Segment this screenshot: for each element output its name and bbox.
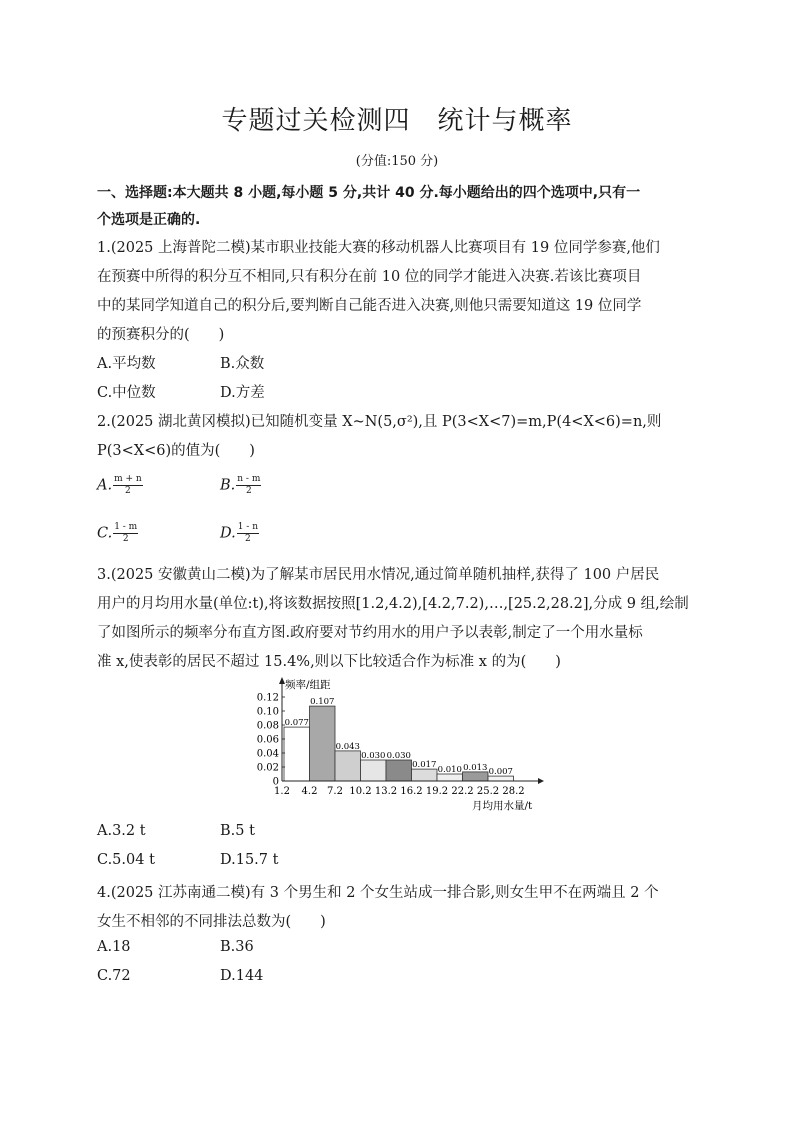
q3-option-a[interactable]: A.3.2 t (97, 823, 146, 839)
histogram-bar (412, 769, 438, 781)
q1-option-c[interactable]: C.中位数 (97, 385, 156, 401)
q2-option-c-fraction (113, 522, 138, 545)
q2-option-c-denominator: 2 (122, 534, 129, 544)
histogram-bar (361, 760, 387, 781)
q3-line3: 了如图所示的频率分布直方图.政府要对节约用水的用户予以表彰,制定了一个用水量标 (97, 625, 643, 641)
x-tick-label: 22.2 (451, 786, 474, 797)
frequency-histogram (250, 672, 550, 817)
x-tick-label: 25.2 (476, 786, 500, 797)
bar-value-label: 0.043 (335, 741, 360, 752)
q3-line1: 3.(2025 安徽黄山二模)为了解某市居民用水情况,通过简单随机抽样,获得了 100 户居民 (97, 567, 660, 583)
q2-option-c[interactable] (97, 522, 138, 545)
q4-line1: 4.(2025 江苏南通二模)有 3 个男生和 2 个女生站成一排合影,则女生甲不在两端且 2 个 (97, 885, 659, 901)
q2-option-d-numerator: 1 - n (237, 522, 259, 532)
q2-option-b[interactable] (220, 474, 261, 497)
x-tick-label: 4.2 (301, 786, 318, 797)
q2-option-d[interactable] (220, 522, 259, 545)
bar-value-label: 0.017 (412, 760, 437, 771)
y-tick-label: 0.06 (256, 734, 279, 746)
q3-line4: 准 x,使表彰的居民不超过 15.4%,则以下比较适合作为标准 x 的为( ) (97, 654, 561, 670)
x-axis-label: 月均用水量/t (472, 800, 533, 812)
histogram-bar (437, 774, 463, 781)
y-tick-label: 0.10 (256, 706, 279, 718)
q2-line1: 2.(2025 湖北黄冈模拟)已知随机变量 X~N(5,σ²),且 P(3<X<7)=m,P(4<X<6)=n,则 (97, 414, 662, 430)
q1-option-d[interactable]: D.方差 (220, 385, 265, 401)
bar-value-label: 0.007 (488, 767, 513, 778)
x-tick-label: 16.2 (400, 786, 423, 797)
bar-value-label: 0.010 (437, 765, 462, 775)
q3-option-b[interactable]: B.5 t (220, 823, 255, 839)
y-tick-label: 0.08 (256, 720, 279, 732)
q2-option-b-numerator: n - m (237, 474, 261, 484)
q2-option-b-denominator: 2 (245, 486, 252, 496)
y-axis-label: 频率/组距 (285, 679, 331, 691)
histogram-bar (463, 772, 489, 781)
y-tick-label: 0.04 (256, 748, 279, 760)
x-axis-arrow (538, 778, 544, 784)
x-tick-label: 1.2 (274, 786, 290, 797)
q1-line3: 中的某同学知道自己的积分后,要判断自己能否进入决赛,则他只需要知道这 19 位同学 (97, 298, 642, 314)
x-tick-label: 10.2 (349, 786, 372, 797)
x-tick-label: 19.2 (425, 786, 449, 797)
score-subtitle: (分值:150 分) (355, 154, 439, 169)
section-heading-line1: 一、选择题:本大题共 8 小题,每小题 5 分,共计 40 分.每小题给出的四个选项中,只有一 (97, 185, 641, 201)
x-tick-label: 7.2 (327, 786, 343, 797)
section-heading-line2: 个选项是正确的. (97, 212, 201, 228)
histogram-bar (310, 706, 336, 781)
histogram-bars (284, 697, 514, 781)
q2-option-a[interactable] (97, 474, 143, 497)
histogram-bar (284, 727, 310, 781)
bar-value-label: 0.077 (284, 718, 309, 729)
histogram-bar (386, 760, 412, 781)
q2-option-d-denominator: 2 (245, 534, 251, 544)
q2-option-b-letter: B. (220, 477, 236, 494)
q1-option-b[interactable]: B.众数 (220, 356, 265, 372)
q3-option-d[interactable]: D.15.7 t (220, 852, 279, 868)
q2-line2: P(3<X<6)的值为( ) (97, 443, 255, 459)
bar-value-label: 0.013 (463, 762, 488, 773)
q2-option-a-denominator: 2 (125, 486, 131, 496)
q1-line2: 在预赛中所得的积分互不相同,只有积分在前 10 位的同学才能进入决赛.若该比赛项目 (97, 269, 642, 285)
y-tick-label: 0 (272, 776, 279, 788)
bar-value-label: 0.030 (361, 751, 386, 761)
q2-option-d-fraction (237, 522, 259, 545)
q4-option-c[interactable]: C.72 (97, 968, 131, 984)
bar-value-label: 0.107 (310, 697, 335, 708)
q2-option-c-numerator: 1 - m (114, 522, 138, 532)
q3-line2: 用户的月均用水量(单位:t),将该数据按照[1.2,4.2),[4.2,7.2),…,[25.2,28.2],分成 9 组,绘制 (97, 596, 689, 612)
q2-option-a-fraction (113, 474, 143, 497)
y-tick-label: 0.12 (256, 692, 279, 704)
bar-value-label: 0.030 (386, 751, 411, 761)
y-tick-label: 0.02 (256, 762, 279, 774)
q2-option-d-letter: D. (220, 525, 236, 542)
q1-line1: 1.(2025 上海普陀二模)某市职业技能大赛的移动机器人比赛项目有 19 位同学参赛,他们 (97, 240, 660, 256)
q2-option-a-letter: A. (97, 477, 113, 494)
q1-option-a[interactable]: A.平均数 (97, 356, 156, 372)
q2-option-a-numerator: m + n (114, 474, 142, 484)
q3-option-c[interactable]: C.5.04 t (97, 852, 155, 868)
q4-line2: 女生不相邻的不同排法总数为( ) (97, 914, 326, 930)
q1-line4: 的预赛积分的( ) (97, 327, 225, 343)
q4-option-d[interactable]: D.144 (220, 968, 264, 984)
histogram-bar (335, 751, 361, 781)
q2-option-c-letter: C. (97, 525, 113, 542)
x-tick-label: 13.2 (374, 786, 398, 797)
q2-option-b-fraction (236, 474, 261, 497)
q4-option-b[interactable]: B.36 (220, 939, 254, 955)
q4-option-a[interactable]: A.18 (97, 939, 131, 955)
x-tick-label: 28.2 (502, 786, 525, 797)
page-title: 专题过关检测四 统计与概率 (221, 106, 573, 136)
